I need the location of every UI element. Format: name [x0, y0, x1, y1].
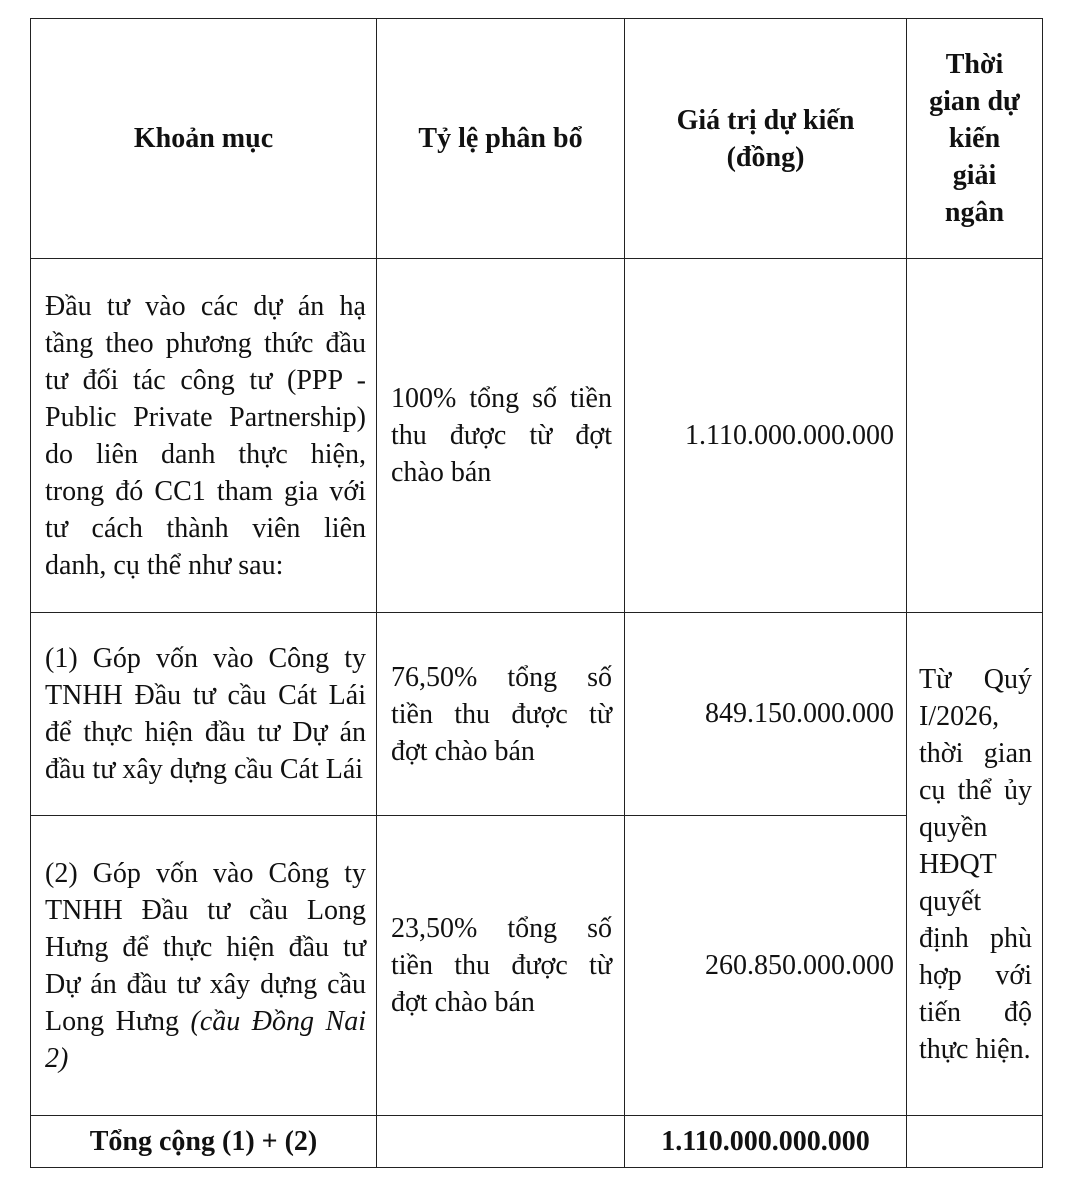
- header-value: Giá trị dự kiến (đồng): [625, 19, 907, 259]
- row-value: 1.110.000.000.000: [625, 259, 907, 613]
- table-row: [31, 613, 1043, 816]
- row-ratio: 76,50% tổng số tiền thu được từ đợt chào bán: [377, 613, 625, 816]
- table-total-row: [31, 1116, 1043, 1168]
- row-value: 849.150.000.000: [625, 613, 907, 816]
- table-row: [31, 816, 1043, 1116]
- row-item: (1) Góp vốn vào Công ty TNHH Đầu tư cầu Cát Lái để thực hiện đầu tư Dự án đầu tư xây dựng cầu Cát Lái: [31, 613, 377, 816]
- allocation-table: [30, 18, 1043, 1168]
- row-value: 260.850.000.000: [625, 816, 907, 1116]
- row-ratio: 23,50% tổng số tiền thu được từ đợt chào bán: [377, 816, 625, 1116]
- row-item: [31, 816, 377, 1116]
- row-item: Đầu tư vào các dự án hạ tầng theo phương thức đầu tư đối tác công tư (PPP - Public Private Partnership) do liên danh thực hiện, trong đó CC1 tham gia với tư cách thành viên liên danh, cụ thể như sau:: [31, 259, 377, 613]
- row-ratio: 100% tổng số tiền thu được từ đợt chào bán: [377, 259, 625, 613]
- row-item-text: (2) Góp vốn vào Công ty TNHH Đầu tư cầu Long Hưng để thực hiện đầu tư Dự án đầu tư xây dựng cầu Long Hưng: [45, 857, 366, 1037]
- row-time: Từ Quý I/2026, thời gian cụ thể ủy quyền HĐQT quyết định phù hợp với tiến độ thực hiện.: [907, 613, 1043, 1116]
- total-value: 1.110.000.000.000: [625, 1116, 907, 1168]
- header-ratio: Tỷ lệ phân bổ: [377, 19, 625, 259]
- row-time: [907, 259, 1043, 613]
- total-time: [907, 1116, 1043, 1168]
- header-time: Thời gian dự kiến giải ngân: [907, 19, 1043, 259]
- row-item-note: (cầu Đồng Nai 2): [45, 1005, 366, 1074]
- total-ratio: [377, 1116, 625, 1168]
- total-label: Tổng cộng (1) + (2): [31, 1116, 377, 1168]
- table-row: [31, 259, 1043, 613]
- table-header-row: [31, 19, 1043, 259]
- header-item: Khoản mục: [31, 19, 377, 259]
